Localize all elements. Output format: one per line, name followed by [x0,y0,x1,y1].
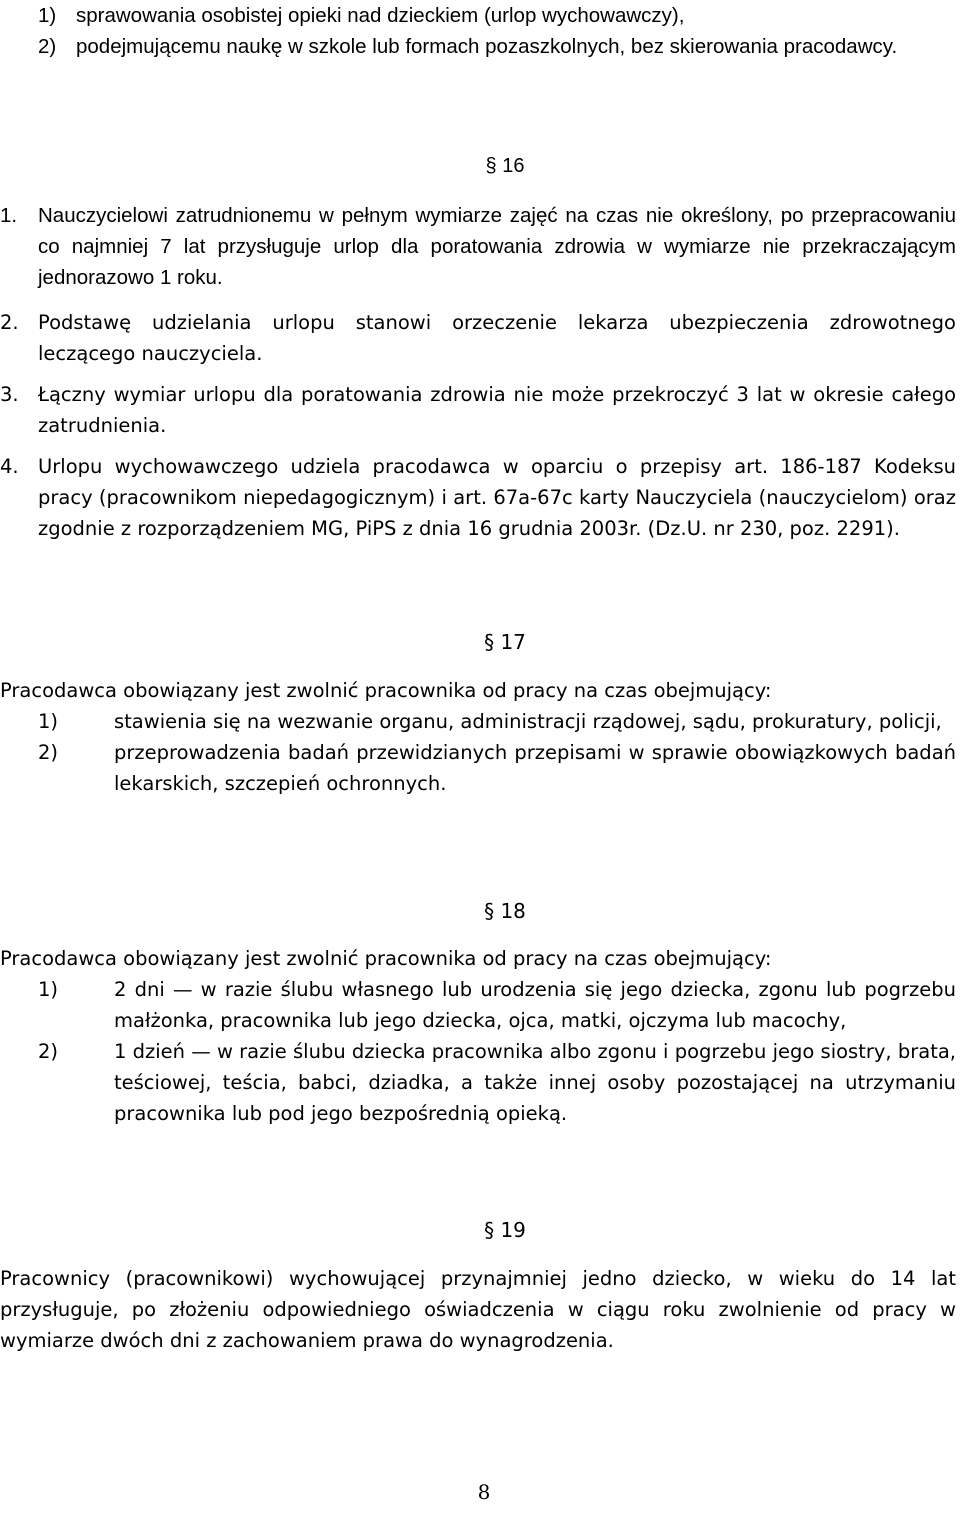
section-heading-17 [0,630,960,654]
top-list [38,0,954,62]
list-item [38,706,956,737]
list-item [0,200,956,293]
list-number: 3. [0,383,19,406]
list-number: 2) [38,741,59,764]
list-text: 1 dzień — w razie ślubu dziecka pracownika albo zgonu i pogrzebu jego siostry, brata, teściowej, teścia, babci, dziadka, a także innej osoby pozostającej na utrzymaniu pracownika lub pod jego bezpośrednią opieką. [114,1040,956,1125]
section-19-body [0,1263,956,1356]
list-text: stawienia się na wezwanie organu, administracji rządowej, sądu, prokuratury, policji, [114,710,942,733]
section-heading-text: § 18 [484,899,526,923]
list-item [0,379,956,441]
list-item [38,0,954,31]
list-text: podejmującemu naukę w szkole lub formach pozaszkolnych, bez skierowania pracodawcy. [76,35,898,58]
list-text: Urlopu wychowawczego udziela pracodawca w oparciu o przepisy art. 186-187 Kodeksu pracy (pracownikom niepedagogicznym) i art. 67a-67c karty Nauczyciela (nauczycielom) oraz zgodnie z rozporządzeniem MG, PiPS z dnia 16 grudnia 2003r. (Dz.U. nr 230, poz. 2291). [38,455,956,540]
section-17-body [0,675,956,799]
list-number: 1) [38,710,59,733]
section-16-body [0,200,956,544]
section-heading-19 [0,1218,960,1242]
section-heading-18 [0,899,960,923]
list-item [38,1036,956,1129]
section-heading-text: § 17 [484,630,526,654]
section-intro: Pracodawca obowiązany jest zwolnić pracownika od pracy na czas obejmujący: [0,679,772,702]
list-text: Nauczycielowi zatrudnionemu w pełnym wymiarze zajęć na czas nie określony, po przepracowaniu co najmniej 7 lat przysługuje urlop dla poratowania zdrowia w wymiarze nie przekraczającym jednorazowo 1 roku. [38,204,956,289]
section-heading-text: § 19 [484,1218,526,1242]
list-number: 1. [0,204,18,227]
list-item [38,31,954,62]
list-text: Podstawę udzielania urlopu stanowi orzeczenie lekarza ubezpieczenia zdrowotnego leczącego nauczyciela. [38,311,956,365]
list-number: 1) [38,978,59,1001]
list-item [0,451,956,544]
section-18-body [0,943,956,1129]
list-item [38,974,956,1036]
list-text: sprawowania osobistej opieki nad dzieckiem (urlop wychowawczy), [76,4,685,27]
list-number: 4. [0,455,19,478]
section-heading-text: § 16 [485,155,525,177]
list-text: przeprowadzenia badań przewidzianych przepisami w sprawie obowiązkowych badań lekarskich, szczepień ochronnych. [114,741,956,795]
list-number: 2. [0,311,19,334]
list-text: 2 dni — w razie ślubu własnego lub urodzenia się jego dziecka, zgonu lub pogrzebu małżonka, pracownika lub jego dziecka, ojca, matki, ojczyma lub macochy, [114,978,956,1032]
section-heading-16 [0,155,960,178]
list-number: 2) [38,1040,59,1063]
list-number: 2) [38,35,57,58]
list-item [38,737,956,799]
section-intro: Pracodawca obowiązany jest zwolnić pracownika od pracy na czas obejmujący: [0,947,772,970]
list-text: Łączny wymiar urlopu dla poratowania zdrowia nie może przekroczyć 3 lat w okresie całego zatrudnienia. [38,383,956,437]
page-number: 8 [477,1480,491,1504]
list-number: 1) [38,4,57,27]
section-text: Pracownicy (pracownikowi) wychowującej przynajmniej jedno dziecko, w wieku do 14 lat przysługuje, po złożeniu odpowiedniego oświadczenia w ciągu roku zwolnienie od pracy w wymiarze dwóch dni z zachowaniem prawa do wynagrodzenia. [0,1267,956,1352]
list-item [0,307,956,369]
